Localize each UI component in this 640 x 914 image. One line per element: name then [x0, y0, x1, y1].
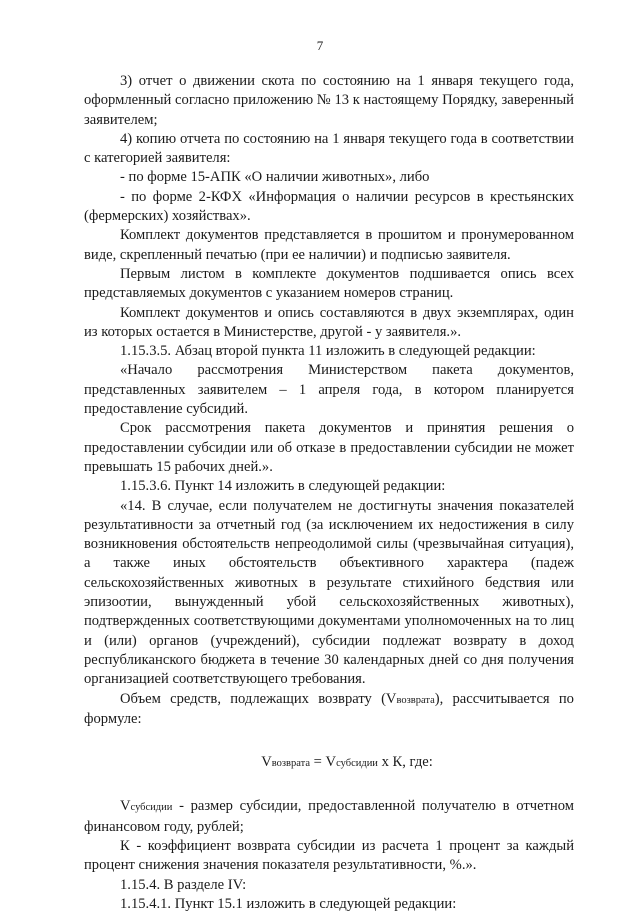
paragraph-1-15-4: 1.15.4. В разделе IV: — [120, 876, 247, 893]
volume-subscript: возврата — [396, 694, 435, 706]
formula-equals-v: = V — [310, 754, 337, 771]
paragraph-document-set: Комплект документов представляется в прошитом и пронумерованном виде, скрепленный печатью (при ее наличии) и подписью заявителя. — [84, 227, 574, 263]
page-number: 7 — [316, 38, 324, 53]
paragraph-review-start: «Начало рассмотрения Министерством пакета документов, представленных заявителем – 1 апреля года, в котором планируется предоставление субсидий. — [84, 362, 574, 418]
definition-v-text: - размер субсидии, предоставленной получателю в отчетном финансовом году, рублей; — [84, 798, 574, 835]
definition-v: V — [120, 798, 131, 815]
formula-sub-return: возврата — [271, 758, 311, 770]
paragraph-item-14: «14. В случае, если получателем не достигнуты значения показателей результативности за отчетный год (за исключением их недостижения в силу возникновения обстоятельств непреодолимой силы (чрезвычайная ситуация), а также иных обстоятельств объективного характера (падеж сельскохозяйственных животных в результате стихийного бедствия или эпизоотии, вынужденный убой сельскохозяйственных животных), подтвержденных соответствующими документами уполномоченных на то лиц и (или) органов (учреждений), субсидии подлежат возврату в доход республиканского бюджета в течение 30 календарных дней со дня получения организацией соответствующего требования. — [84, 497, 574, 688]
formula-sub-subsidy: субсидии — [336, 758, 378, 770]
volume-text-after: ), рассчитывается по формуле: — [84, 690, 574, 727]
paragraph-definition-k: К - коэффициент возврата субсидии из расчета 1 процент за каждый процент снижения значения показателя результативности, %.». — [84, 837, 574, 874]
formula-v-return: V — [261, 754, 272, 771]
paragraph-definition-v-subsidy — [84, 797, 574, 837]
paragraph-1-15-3-5: 1.15.3.5. Абзац второй пункта 11 изложить в следующей редакции: — [120, 343, 536, 360]
formula — [84, 753, 574, 773]
paragraph-1-15-3-6: 1.15.3.6. Пункт 14 изложить в следующей редакции: — [120, 478, 446, 495]
volume-text-before: Объем средств, подлежащих возврату (V — [120, 690, 397, 707]
paragraph-report-cattle: 3) отчет о движении скота по состоянию на 1 января текущего года, оформленный согласно приложению № 13 к настоящему Порядку, заверенный заявителем; — [84, 73, 574, 128]
paragraph-1-15-4-1: 1.15.4.1. Пункт 15.1 изложить в следующей редакции: — [120, 895, 457, 912]
paragraph-inventory-first-sheet: Первым листом в комплекте документов подшивается опись всех представляемых документов с указанием номеров страниц. — [84, 265, 574, 302]
paragraph-volume-of-funds — [84, 690, 574, 730]
paragraph-two-copies: Комплект документов и опись составляются в двух экземплярах, один из которых остается в Министерстве, другой - у заявителя.». — [84, 304, 574, 340]
paragraph-form-15-apk: - по форме 15-АПК «О наличии животных», либо — [120, 169, 430, 186]
paragraph-report-copy: 4) копию отчета по состоянию на 1 января текущего года в соответствии с категорией заявителя: — [84, 130, 574, 167]
formula-tail: х К, где: — [377, 754, 433, 771]
paragraph-form-2-kfh: - по форме 2-КФХ «Информация о наличии ресурсов в крестьянских (фермерских) хозяйствах». — [84, 188, 574, 225]
definition-v-subscript: субсидии — [130, 802, 173, 814]
paragraph-review-term: Срок рассмотрения пакета документов и принятия решения о предоставлении субсидии или об отказе в предоставлении субсидии не может превышать 15 рабочих дней.». — [84, 420, 574, 475]
document-body — [84, 72, 574, 914]
